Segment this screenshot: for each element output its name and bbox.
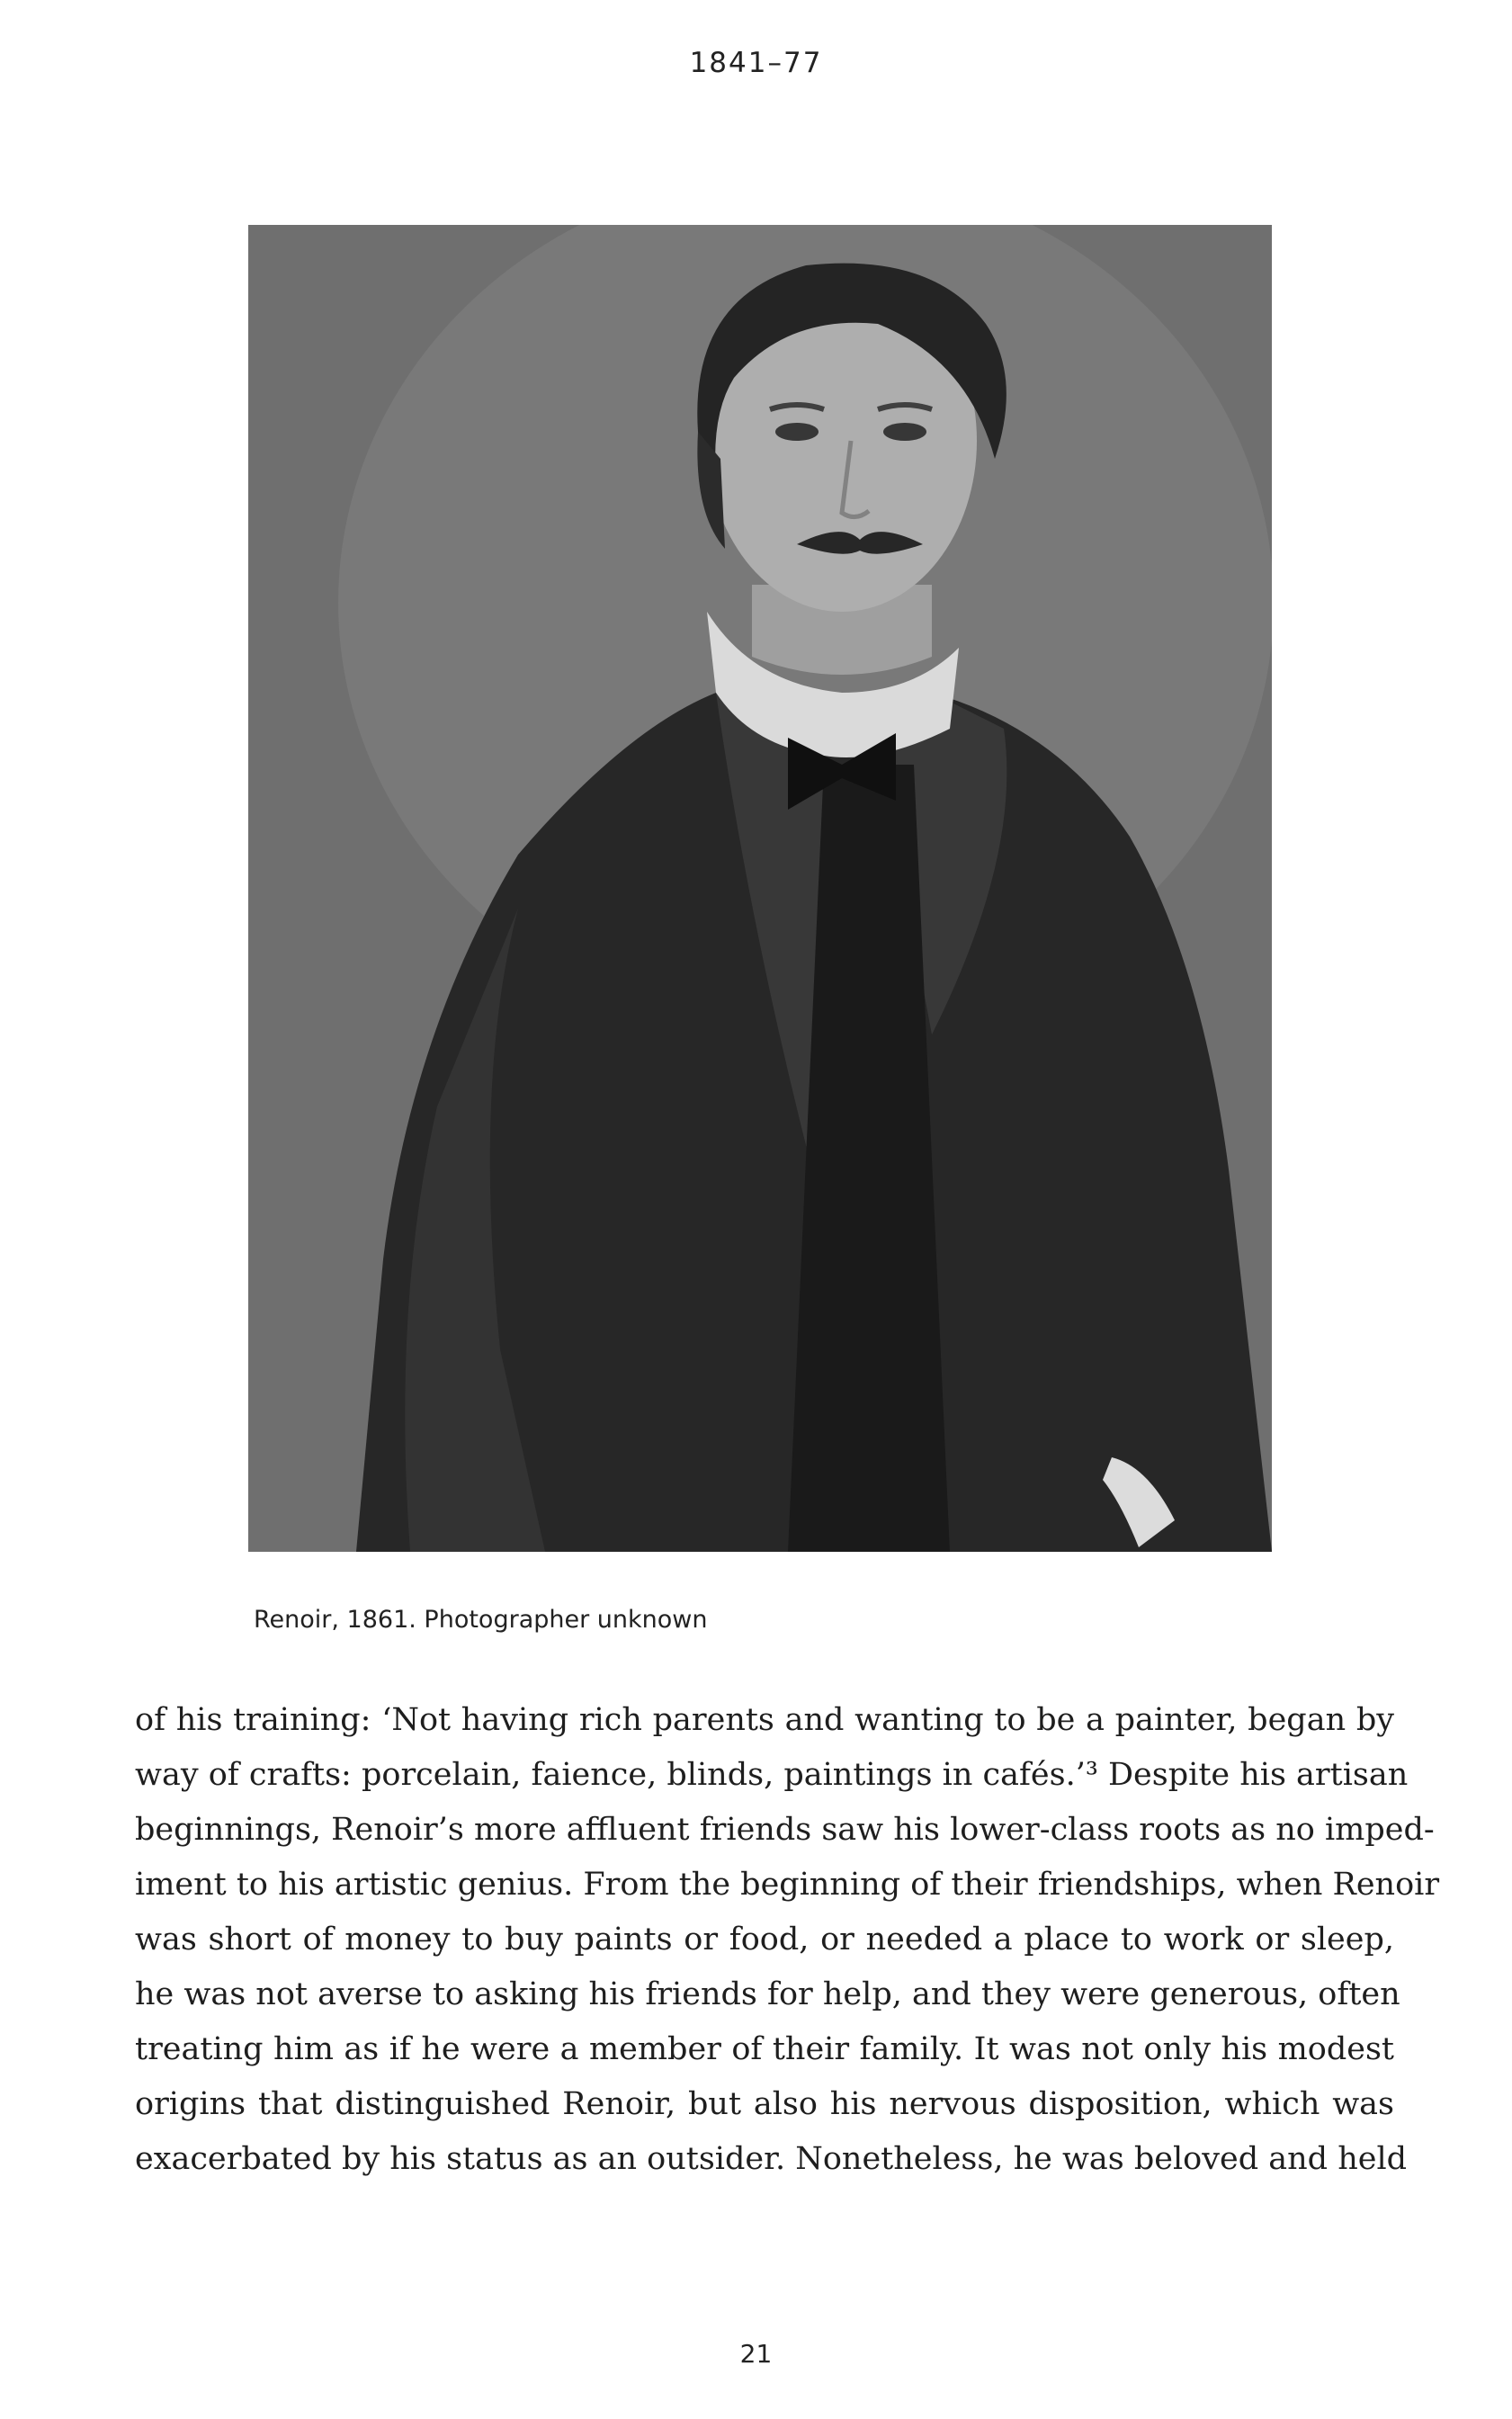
body-line: beginnings, Renoir’s more affluent friends saw his lower-class roots as no imped- [135,1812,1435,1848]
portrait-illustration [248,225,1272,1552]
body-line: was short of money to buy paints or food, or needed a place to work or sleep, [135,1922,1394,1958]
body-line: he was not averse to asking his friends for help, and they were generous, often [135,1976,1400,2012]
running-head: 1841–77 [689,47,823,79]
page-number: 21 [739,2339,773,2369]
body-line: way of crafts: porcelain, faience, blinds, paintings in cafés.’³ Despite his artisan [135,1757,1409,1793]
body-line: exacerbated by his status as an outsider. Nonetheless, he was beloved and held [135,2141,1408,2177]
body-line: of his training: ‘Not having rich parents and wanting to be a painter, began by [135,1702,1394,1738]
photo-caption: Renoir, 1861. Photographer unknown [254,1606,708,1634]
body-line: origins that distinguished Renoir, but also his nervous disposition, which was [135,2086,1394,2122]
body-line: iment to his artistic genius. From the beginning of their friendships, when Renoir [135,1867,1440,1903]
portrait-photograph [248,225,1272,1552]
body-line: treating him as if he were a member of their family. It was not only his modest [135,2031,1394,2067]
body-paragraph [135,1693,1440,2187]
